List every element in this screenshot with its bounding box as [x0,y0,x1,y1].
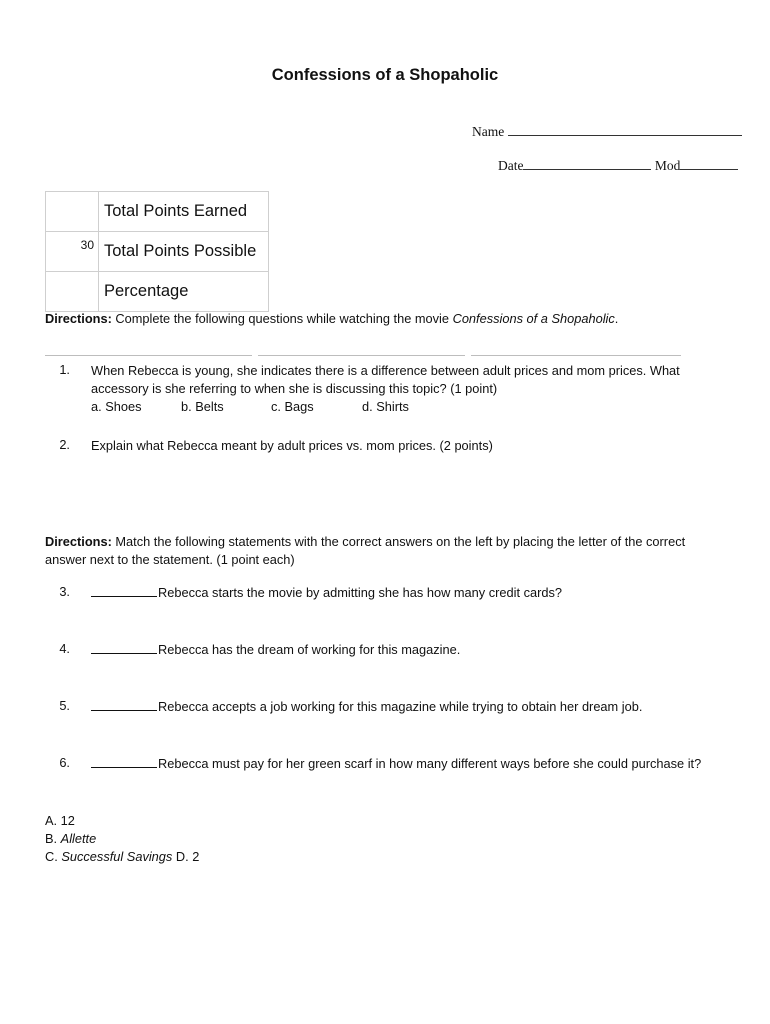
score-value[interactable]: 30 [46,232,99,272]
mod-label: Mod [654,158,681,173]
question-number: 1. [59,362,70,377]
score-row [46,192,269,232]
directions-label: Directions: [45,311,112,326]
option-b[interactable]: b. Belts [181,399,224,414]
directions-period: . [614,311,619,326]
answer-text: Allette [60,831,97,846]
answer-choices [45,812,199,866]
question-line: When Rebecca is young, she indicates there is a difference between adult prices and mom prices. What [91,363,680,378]
score-value[interactable] [46,192,99,232]
directions-2 [45,533,760,569]
answer-choice-c-d [45,848,199,866]
directions-text: answer next to the statement. (1 point each) [45,552,295,567]
answer-choice-d: D. 2 [172,849,200,864]
question-number: 4. [59,641,70,656]
question-number: 2. [59,437,70,452]
option-c[interactable]: c. Bags [271,399,314,414]
score-label: Total Points Earned [99,192,269,232]
score-row [46,272,269,312]
matching-item [91,755,701,773]
answer-prefix: C. [45,849,62,864]
answer-choice-b [45,830,199,848]
answer-prefix: B. [45,831,61,846]
question-number: 6. [59,755,70,770]
score-label: Percentage [99,272,269,312]
divider-line [45,355,252,356]
divider-line [471,355,681,356]
movie-title: Confessions of a Shopaholic [452,311,615,326]
directions-text: Match the following statements with the correct answers on the left by placing the letter of the correct [111,534,686,549]
name-label: Name [472,124,505,139]
matching-item [91,584,562,602]
date-mod-field [498,157,738,174]
answer-blank[interactable] [91,584,157,597]
option-a[interactable]: a. Shoes [91,399,142,414]
date-blank[interactable] [523,157,651,170]
question-line: accessory is she referring to when she is discussing this topic? (1 point) [91,381,498,396]
document-title: Confessions of a Shopaholic [271,66,499,84]
score-row [46,232,269,272]
answer-text: Successful Savings [61,849,173,864]
matching-text: Rebecca must pay for her green scarf in how many different ways before she could purchase it? [158,756,702,771]
question-number: 5. [59,698,70,713]
mod-blank[interactable] [680,157,738,170]
score-table [45,191,269,312]
matching-item [91,698,642,716]
question-options [91,398,761,416]
directions-1 [45,310,618,328]
question-2: Explain what Rebecca meant by adult prices vs. mom prices. (2 points) [91,438,493,453]
question-number: 3. [59,584,70,599]
matching-text: Rebecca has the dream of working for this magazine. [158,642,461,657]
name-field [472,123,742,140]
directions-text: Complete the following questions while watching the movie [111,311,453,326]
score-label: Total Points Possible [99,232,269,272]
directions-label: Directions: [45,534,112,549]
score-value[interactable] [46,272,99,312]
name-blank[interactable] [508,123,742,136]
answer-blank[interactable] [91,698,157,711]
matching-text: Rebecca accepts a job working for this magazine while trying to obtain her dream job. [158,699,643,714]
question-1 [91,362,761,416]
divider-line [258,355,465,356]
matching-item [91,641,460,659]
answer-blank[interactable] [91,641,157,654]
answer-choice-a: A. 12 [45,813,75,828]
answer-blank[interactable] [91,755,157,768]
date-label: Date [498,158,524,173]
matching-text: Rebecca starts the movie by admitting she has how many credit cards? [158,585,563,600]
option-d[interactable]: d. Shirts [362,399,409,414]
